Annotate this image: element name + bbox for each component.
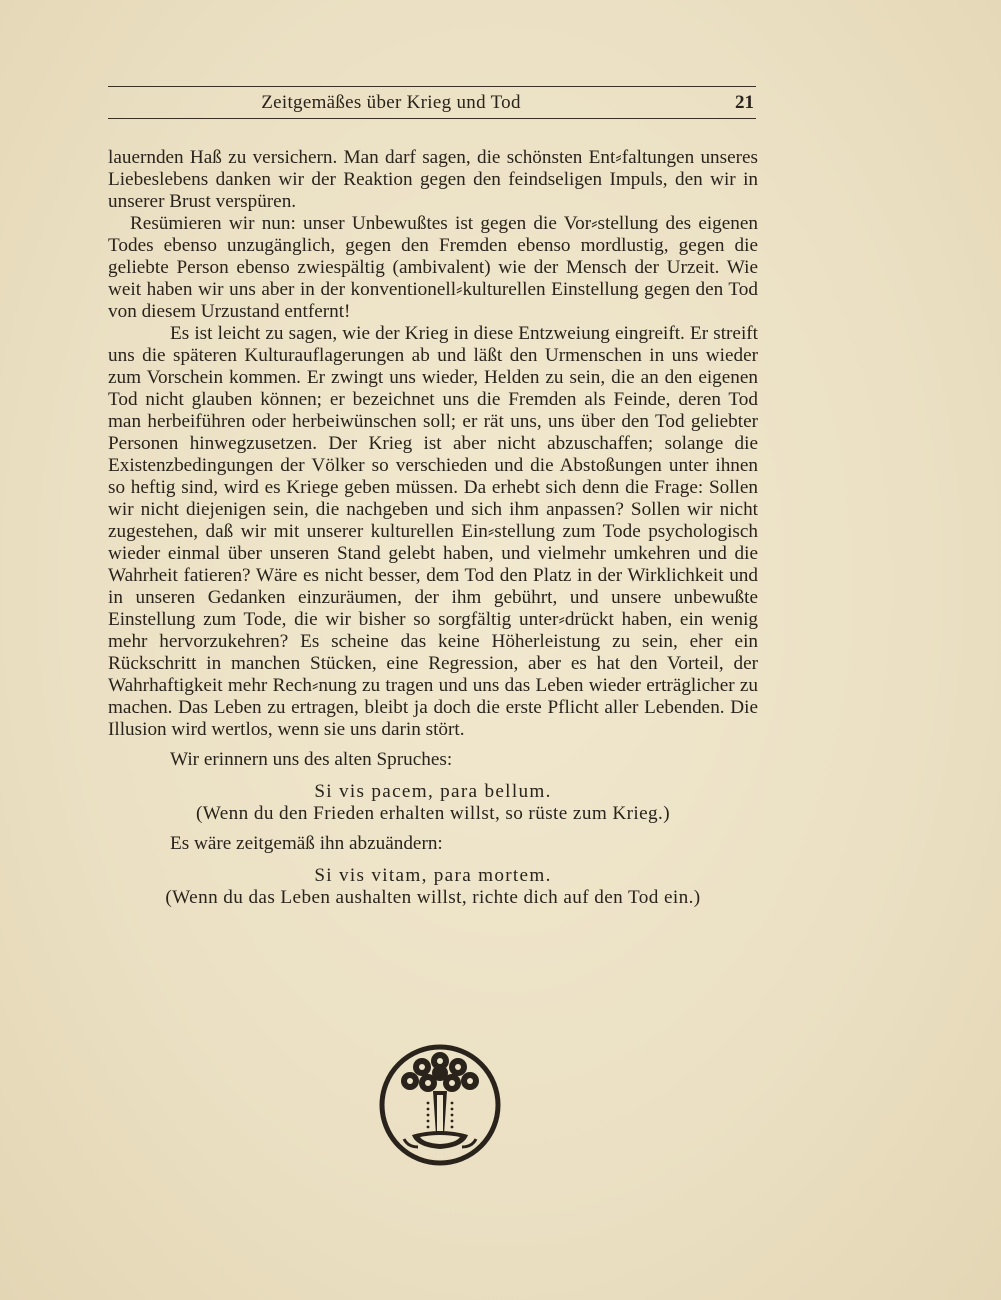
saying-latin: Si vis pacem, para bellum. [314,781,552,802]
vase-with-flowers-fleuron-icon [378,1043,502,1167]
saying-block [108,781,758,825]
saying-intro: Wir erinnern uns des alten Spruches: [170,749,453,770]
header-rule-bottom [108,118,756,119]
modified-saying-translation: (Wenn du das Leben aushalten willst, richte dich auf den Tod ein.) [165,887,701,908]
running-header [108,90,756,116]
modified-saying-block [108,865,758,909]
page-number: 21 [735,92,754,113]
modified-saying-intro: Es wäre zeitgemäß ihn abzuändern: [170,833,443,854]
paragraph-1: lauernden Haß zu versichern. Man darf sagen, die schönsten Ent⸗faltungen unseres Liebeslebens danken wir der Reaktion gegen den feindseligen Impuls, den wir in unserer Brust verspüren. [108,147,758,212]
paragraph-2: Resümieren wir nun: unser Unbewußtes ist gegen die Vor⸗stellung des eigenen Todes ebenso unzugänglich, gegen den Fremden ebenso mordlustig, gegen die geliebte Person ebenso zwiespältig (ambivalent) wie der Mensch der Urzeit. Wie weit haben wir uns aber in der konventionell⸗kulturellen Einstellung gegen den Tod von diesem Urzustand entfernt! [108,213,758,322]
running-title: Zeitgemäßes über Krieg und Tod [261,92,521,113]
modified-saying-latin: Si vis vitam, para mortem. [314,865,552,886]
saying-translation: (Wenn du den Frieden erhalten willst, so rüste zum Krieg.) [195,803,671,824]
body-text [108,147,758,909]
paragraph-3: Es ist leicht zu sagen, wie der Krieg in diese Entzweiung eingreift. Er streift uns die späteren Kulturauflagerungen ab und läßt den Urmenschen in uns wieder zum Vorschein kommen. Er zwingt uns wieder, Helden zu sein, die an den eigenen Tod nicht glauben können; er bezeichnet uns die Fremden als Feinde, deren Tod man herbeiführen oder herbeiwünschen soll; er rät uns, uns über den Tod geliebter Personen hinwegzusetzen. Der Krieg ist aber nicht abzuschaffen; solange die Existenzbedingungen der Völker so verschieden und die Abstoßungen unter ihnen so heftig sind, wird es Kriege geben müssen. Da erhebt sich denn die Frage: Sollen wir nicht diejenigen sein, die nachgeben und sich ihm anpassen? Sollen wir nicht zugestehen, daß wir mit unserer kulturellen Ein⸗stellung zum Tode psychologisch wieder einmal über unseren Stand gelebt haben, und vielmehr umkehren und die Wahrheit fatieren? Wäre es nicht besser, dem Tod den Platz in der Wirklichkeit und in unseren Gedanken einzuräumen, der ihm gebührt, und unsere unbewußte Einstellung zum Tode, die wir bisher so sorgfältig unter⸗drückt haben, ein wenig mehr hervorzukehren? Es scheine das keine Höherleistung zu sein, eher ein Rückschritt in manchen Stücken, eine Regression, aber es hat den Vorteil, der Wahrhaftigkeit mehr Rech⸗nung zu tragen und uns das Leben wieder erträglicher zu machen. Das Leben zu ertragen, bleibt ja doch die erste Pflicht aller Lebenden. Die Illusion wird wertlos, wenn sie uns darin stört. [108,323,758,740]
header-rule-top [108,86,756,87]
